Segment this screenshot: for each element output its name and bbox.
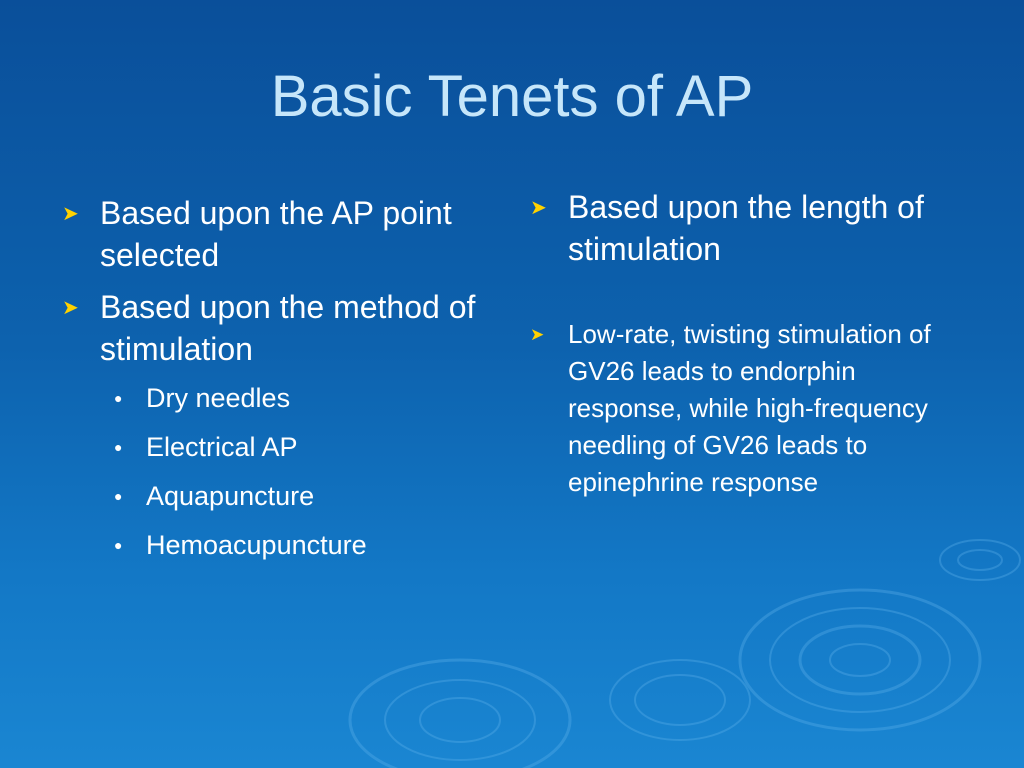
arrowhead-bullet-icon: ➤: [62, 203, 79, 225]
bullet-text: Based upon the AP point selected: [100, 195, 452, 273]
arrowhead-bullet-icon: ➤: [62, 297, 79, 319]
sub-bullet-text: Hemoacupuncture: [146, 530, 367, 560]
arrowhead-bullet-icon: ➤: [530, 197, 547, 219]
dot-bullet-icon: ●: [114, 390, 123, 406]
sub-bullet-aquapuncture: [114, 474, 502, 519]
sub-bullet-hemoacupuncture: [114, 523, 502, 568]
arrowhead-bullet-icon: ➤: [530, 325, 545, 344]
bullet-gv26-stimulation: [530, 316, 990, 501]
sub-bullet-dry-needles: [114, 376, 502, 421]
slide-title: Basic Tenets of AP: [270, 64, 754, 129]
bullet-text: Low-rate, twisting stimulation of GV26 leads to endorphin response, while high-frequency needling of GV26 leads to epinephrine response: [568, 319, 931, 497]
bullet-point-selected: [62, 192, 502, 276]
right-column: [530, 186, 990, 501]
bullet-text: Based upon the method of stimulation: [100, 289, 476, 367]
bullet-length-of-stimulation: [530, 186, 990, 270]
sub-bullet-text: Aquapuncture: [146, 481, 315, 511]
left-column: [62, 192, 502, 568]
bullet-method-of-stimulation: [62, 286, 502, 370]
dot-bullet-icon: ●: [114, 439, 123, 455]
dot-bullet-icon: ●: [114, 537, 123, 553]
sub-bullet-text: Dry needles: [146, 383, 291, 413]
sub-bullet-text: Electrical AP: [146, 432, 298, 462]
bullet-text: Based upon the length of stimulation: [568, 189, 924, 267]
sub-bullet-electrical-ap: [114, 425, 502, 470]
dot-bullet-icon: ●: [114, 488, 123, 504]
